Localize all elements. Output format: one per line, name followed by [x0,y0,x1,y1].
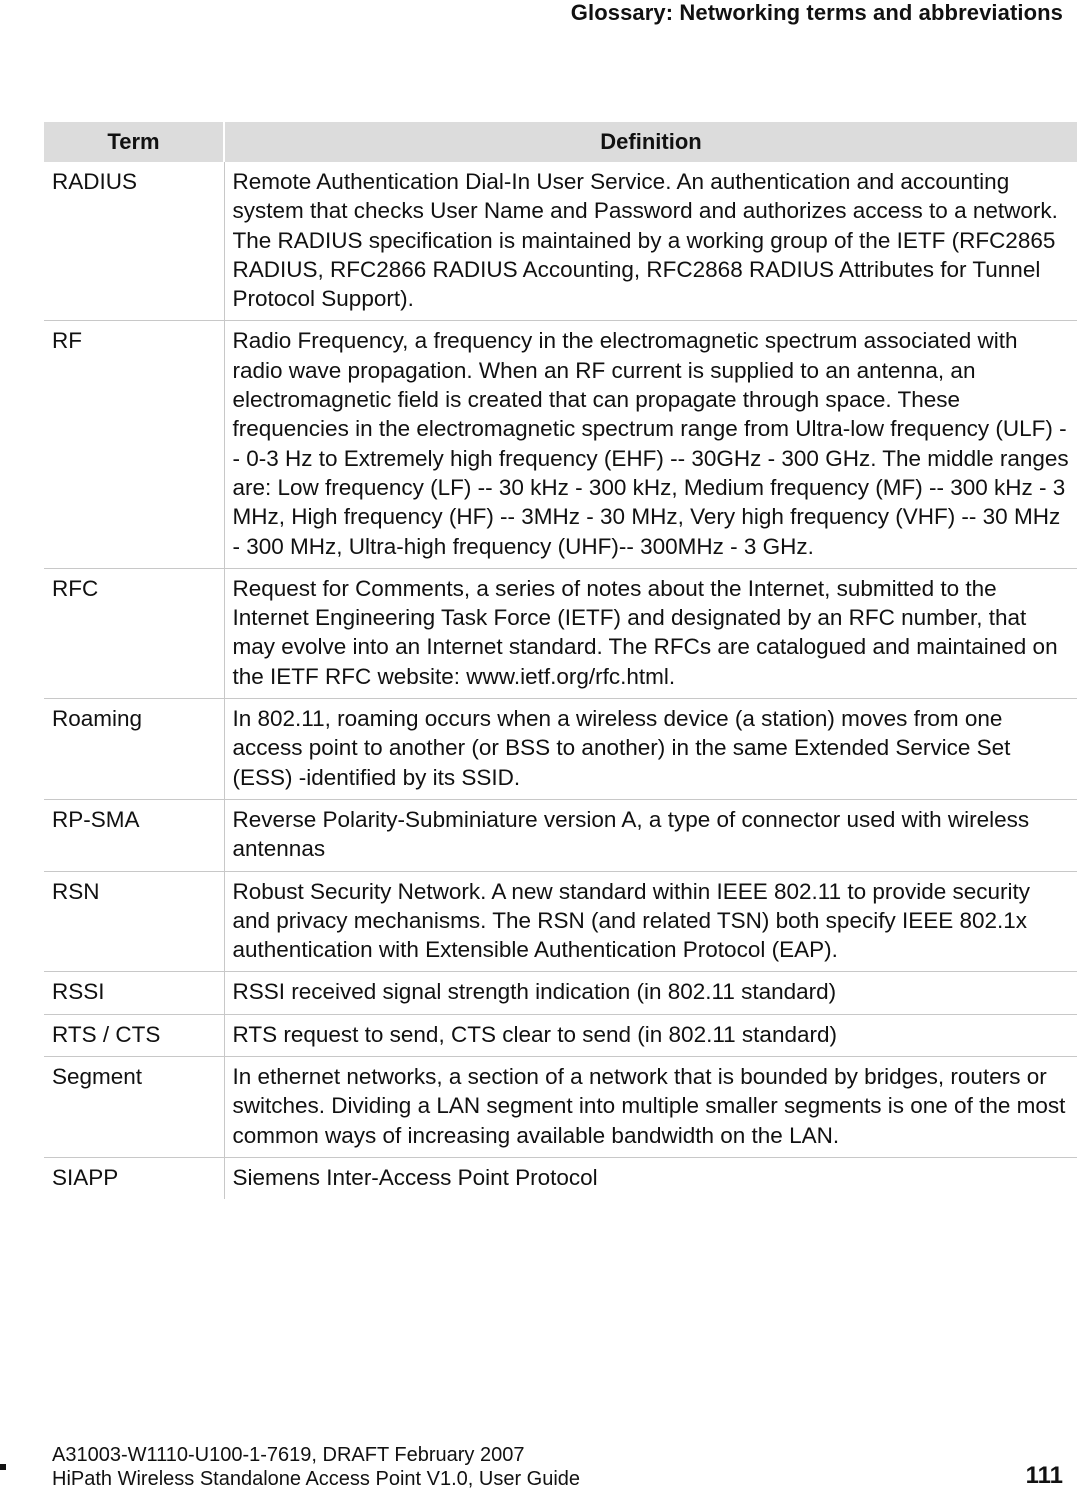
table-row [44,321,1077,568]
term-cell: RF [44,321,224,568]
column-header-definition: Definition [224,122,1077,162]
table-row [44,1057,1077,1158]
definition-cell: Robust Security Network. A new standard within IEEE 802.11 to provide security and privacy mechanisms. The RSN (and related TSN) both specify IEEE 802.1x authentication with Extensible Authentication Protocol (EAP). [224,871,1077,972]
page-number: 111 [1025,1462,1063,1489]
page-title: Glossary: Networking terms and abbreviations [570,0,1063,25]
definition-cell: Reverse Polarity-Subminiature version A, a type of connector used with wireless antennas [224,799,1077,871]
footer-doc-number: A31003-W1110-U100-1-7619, DRAFT February 2007 [52,1444,525,1466]
table-header-row [44,122,1077,162]
term-cell: RSSI [44,972,224,1014]
table-row [44,699,1077,800]
term-cell: Segment [44,1057,224,1158]
term-cell: RADIUS [44,162,224,321]
definition-cell: In ethernet networks, a section of a network that is bounded by bridges, routers or switches. Dividing a LAN segment into multiple smaller segments is one of the most common ways of increasing available bandwidth on the LAN. [224,1057,1077,1158]
table-row [44,799,1077,871]
term-cell: RTS / CTS [44,1014,224,1056]
term-cell: RSN [44,871,224,972]
table-row [44,972,1077,1014]
definition-cell: Request for Comments, a series of notes about the Internet, submitted to the Internet Engineering Task Force (IETF) and designated by an RFC number, that may evolve into an Internet standard. The RFCs are catalogued and maintained on the IETF RFC website: www.ietf.org/rfc.html. [224,568,1077,698]
term-cell: SIAPP [44,1157,224,1199]
definition-cell: RSSI received signal strength indication (in 802.11 standard) [224,972,1077,1014]
glossary-table [44,122,1077,1199]
term-cell: RFC [44,568,224,698]
term-cell: RP-SMA [44,799,224,871]
definition-cell: RTS request to send, CTS clear to send (in 802.11 standard) [224,1014,1077,1056]
footer-doc-title: HiPath Wireless Standalone Access Point V1.0, User Guide [52,1468,581,1490]
table-row [44,1014,1077,1056]
table-row [44,871,1077,972]
table-row [44,162,1077,321]
definition-cell: Remote Authentication Dial-In User Service. An authentication and accounting system that checks User Name and Password and authorizes access to a network. The RADIUS specification is maintained by a working group of the IETF (RFC2865 RADIUS, RFC2866 RADIUS Accounting, RFC2868 RADIUS Attributes for Tunnel Protocol Support). [224,162,1077,321]
footer-bullet [0,1464,6,1470]
definition-cell: Radio Frequency, a frequency in the electromagnetic spectrum associated with radio wave propagation. When an RF current is supplied to an antenna, an electromagnetic field is created that can propagate through space. These frequencies in the electromagnetic spectrum range from Ultra-low frequency (ULF) -- 0-3 Hz to Extremely high frequency (EHF) -- 30GHz - 300 GHz. The middle ranges are: Low frequency (LF) -- 30 kHz - 300 kHz, Medium frequency (MF) -- 300 kHz - 3 MHz, High frequency (HF) -- 3MHz - 30 MHz, Very high frequency (VHF) -- 30 MHz - 300 MHz, Ultra-high frequency (UHF)-- 300MHz - 3 GHz. [224,321,1077,568]
term-cell: Roaming [44,699,224,800]
table-row [44,1157,1077,1199]
definition-cell: In 802.11, roaming occurs when a wireless device (a station) moves from one access point to another (or BSS to another) in the same Extended Service Set (ESS) -identified by its SSID. [224,699,1077,800]
definition-cell: Siemens Inter-Access Point Protocol [232,1164,598,1190]
column-header-term: Term [44,122,224,162]
table-row [44,568,1077,698]
